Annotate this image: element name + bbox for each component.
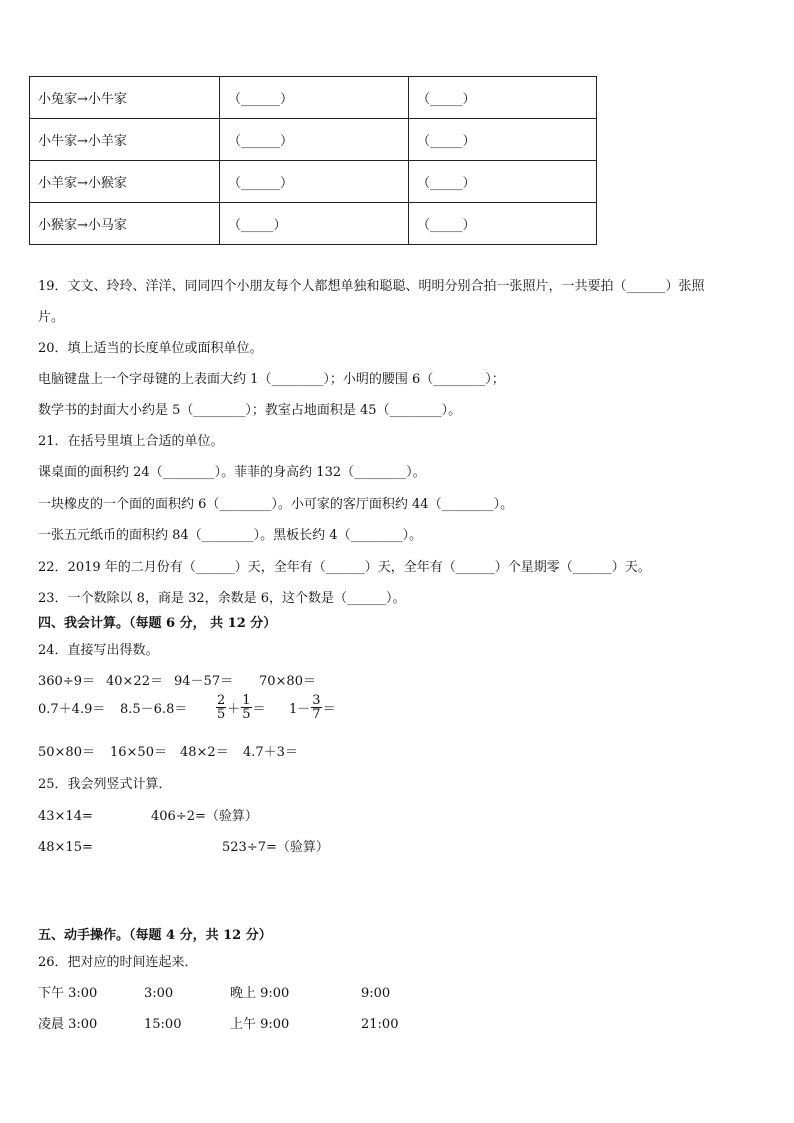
route-cell: 小猴家→小马家 [30, 203, 220, 245]
question-24-title: 24．直接写出得数。 [38, 643, 159, 658]
calc-item: 8.5－6.8＝ [120, 702, 188, 717]
calc-item: 16×50＝ [110, 745, 167, 760]
question-21-title: 21．在括号里填上合适的单位。 [38, 434, 224, 449]
table-row [30, 119, 597, 161]
route-cell: 小牛家→小羊家 [30, 119, 220, 161]
question-19-line-2: 片。 [38, 310, 65, 325]
fraction-expression: $\frac{2}{5}$ ＋ $\frac{1}{5}$ ＝ [217, 693, 266, 722]
answer-blank[interactable]: （______） [220, 119, 409, 161]
calc-item: 70×80＝ [259, 674, 316, 689]
calc-item: 406÷2=（验算） [151, 809, 258, 824]
answer-blank[interactable]: （______） [220, 161, 409, 203]
table-row [30, 161, 597, 203]
table-row [30, 77, 597, 119]
fraction: $\frac{1}{5}$ [242, 693, 251, 722]
answer-blank[interactable]: （_____） [409, 77, 597, 119]
question-23: 23．一个数除以 8，商是 32，余数是 6，这个数是（______）。 [38, 591, 406, 606]
time-item[interactable]: 21:00 [361, 1017, 399, 1032]
question-25-row-2 [38, 836, 329, 855]
route-table [29, 76, 597, 245]
answer-blank[interactable]: （_____） [409, 203, 597, 245]
time-item[interactable]: 15:00 [144, 1017, 182, 1032]
answer-blank[interactable]: （_____） [409, 119, 597, 161]
time-item[interactable]: 晚上 9:00 [230, 986, 290, 1001]
calc-item: 50×80＝ [38, 745, 95, 760]
answer-blank[interactable]: （______） [220, 77, 409, 119]
question-24-row-1 [38, 670, 316, 689]
question-20-title: 20．填上适当的长度单位或面积单位。 [38, 341, 263, 356]
answer-blank[interactable]: （_____） [220, 203, 409, 245]
calc-item: 43×14= [38, 809, 93, 824]
question-26-row-2 [38, 1013, 398, 1032]
calc-item: 360÷9＝ [38, 674, 95, 689]
question-25-title: 25．我会列竖式计算． [38, 777, 172, 792]
calc-item: 40×22＝ [106, 674, 163, 689]
section-4-heading: 四、我会计算。（每题 6 分， 共 12 分） [38, 616, 277, 631]
question-21-line-1: 课桌面的面积约 24（________）。菲菲的身高约 132（________）。 [38, 465, 426, 480]
calc-item: 48×15= [38, 840, 93, 855]
calc-item: 94－57＝ [174, 674, 234, 689]
calc-item: 0.7＋4.9＝ [38, 702, 106, 717]
question-21-line-3: 一张五元纸币的面积约 84（________）。黑板长约 4（________）。 [38, 528, 423, 543]
time-item[interactable]: 3:00 [144, 986, 174, 1001]
calc-item: 523÷7=（验算） [222, 840, 329, 855]
question-21-line-2: 一块橡皮的一个面的面积约 6（________）。小可家的客厅面积约 44（________）。 [38, 497, 514, 512]
question-25-row-1 [38, 805, 258, 824]
route-cell: 小兔家→小牛家 [30, 77, 220, 119]
question-20-line-2: 数学书的封面大小约是 5（________）；教室占地面积是 45（________）。 [38, 403, 462, 418]
answer-blank[interactable]: （_____） [409, 161, 597, 203]
question-24-row-2 [38, 694, 336, 734]
question-19-line-1: 19．文文、玲玲、洋洋、同同四个小朋友每个人都想单独和聪聪、明明分别合拍一张照片，一共要拍（______）张照 [38, 279, 705, 294]
calc-item: 48×2＝ [180, 745, 229, 760]
section-5-heading: 五、动手操作。（每题 4 分，共 12 分） [38, 928, 272, 943]
fraction: $\frac{2}{5}$ [217, 693, 226, 722]
time-item[interactable]: 凌晨 3:00 [38, 1017, 98, 1032]
question-26-title: 26．把对应的时间连起来． [38, 955, 198, 970]
time-item[interactable]: 9:00 [361, 986, 391, 1001]
time-item[interactable]: 上午 9:00 [230, 1017, 290, 1032]
time-item[interactable]: 下午 3:00 [38, 986, 98, 1001]
question-26-row-1 [38, 982, 390, 1001]
fraction: $\frac{3}{7}$ [312, 693, 321, 722]
fraction-expression: 1－ $\frac{3}{7}$ ＝ [289, 693, 336, 722]
question-22: 22．2019 年的二月份有（______）天，全年有（______）天，全年有（______）个星期零（______）天。 [38, 560, 651, 575]
route-cell: 小羊家→小猴家 [30, 161, 220, 203]
table-row [30, 203, 597, 245]
question-24-row-3 [38, 741, 298, 760]
calc-item: 4.7＋3＝ [243, 745, 298, 760]
question-20-line-1: 电脑键盘上一个字母键的上表面大约 1（________）；小明的腰围 6（________）； [38, 372, 505, 387]
